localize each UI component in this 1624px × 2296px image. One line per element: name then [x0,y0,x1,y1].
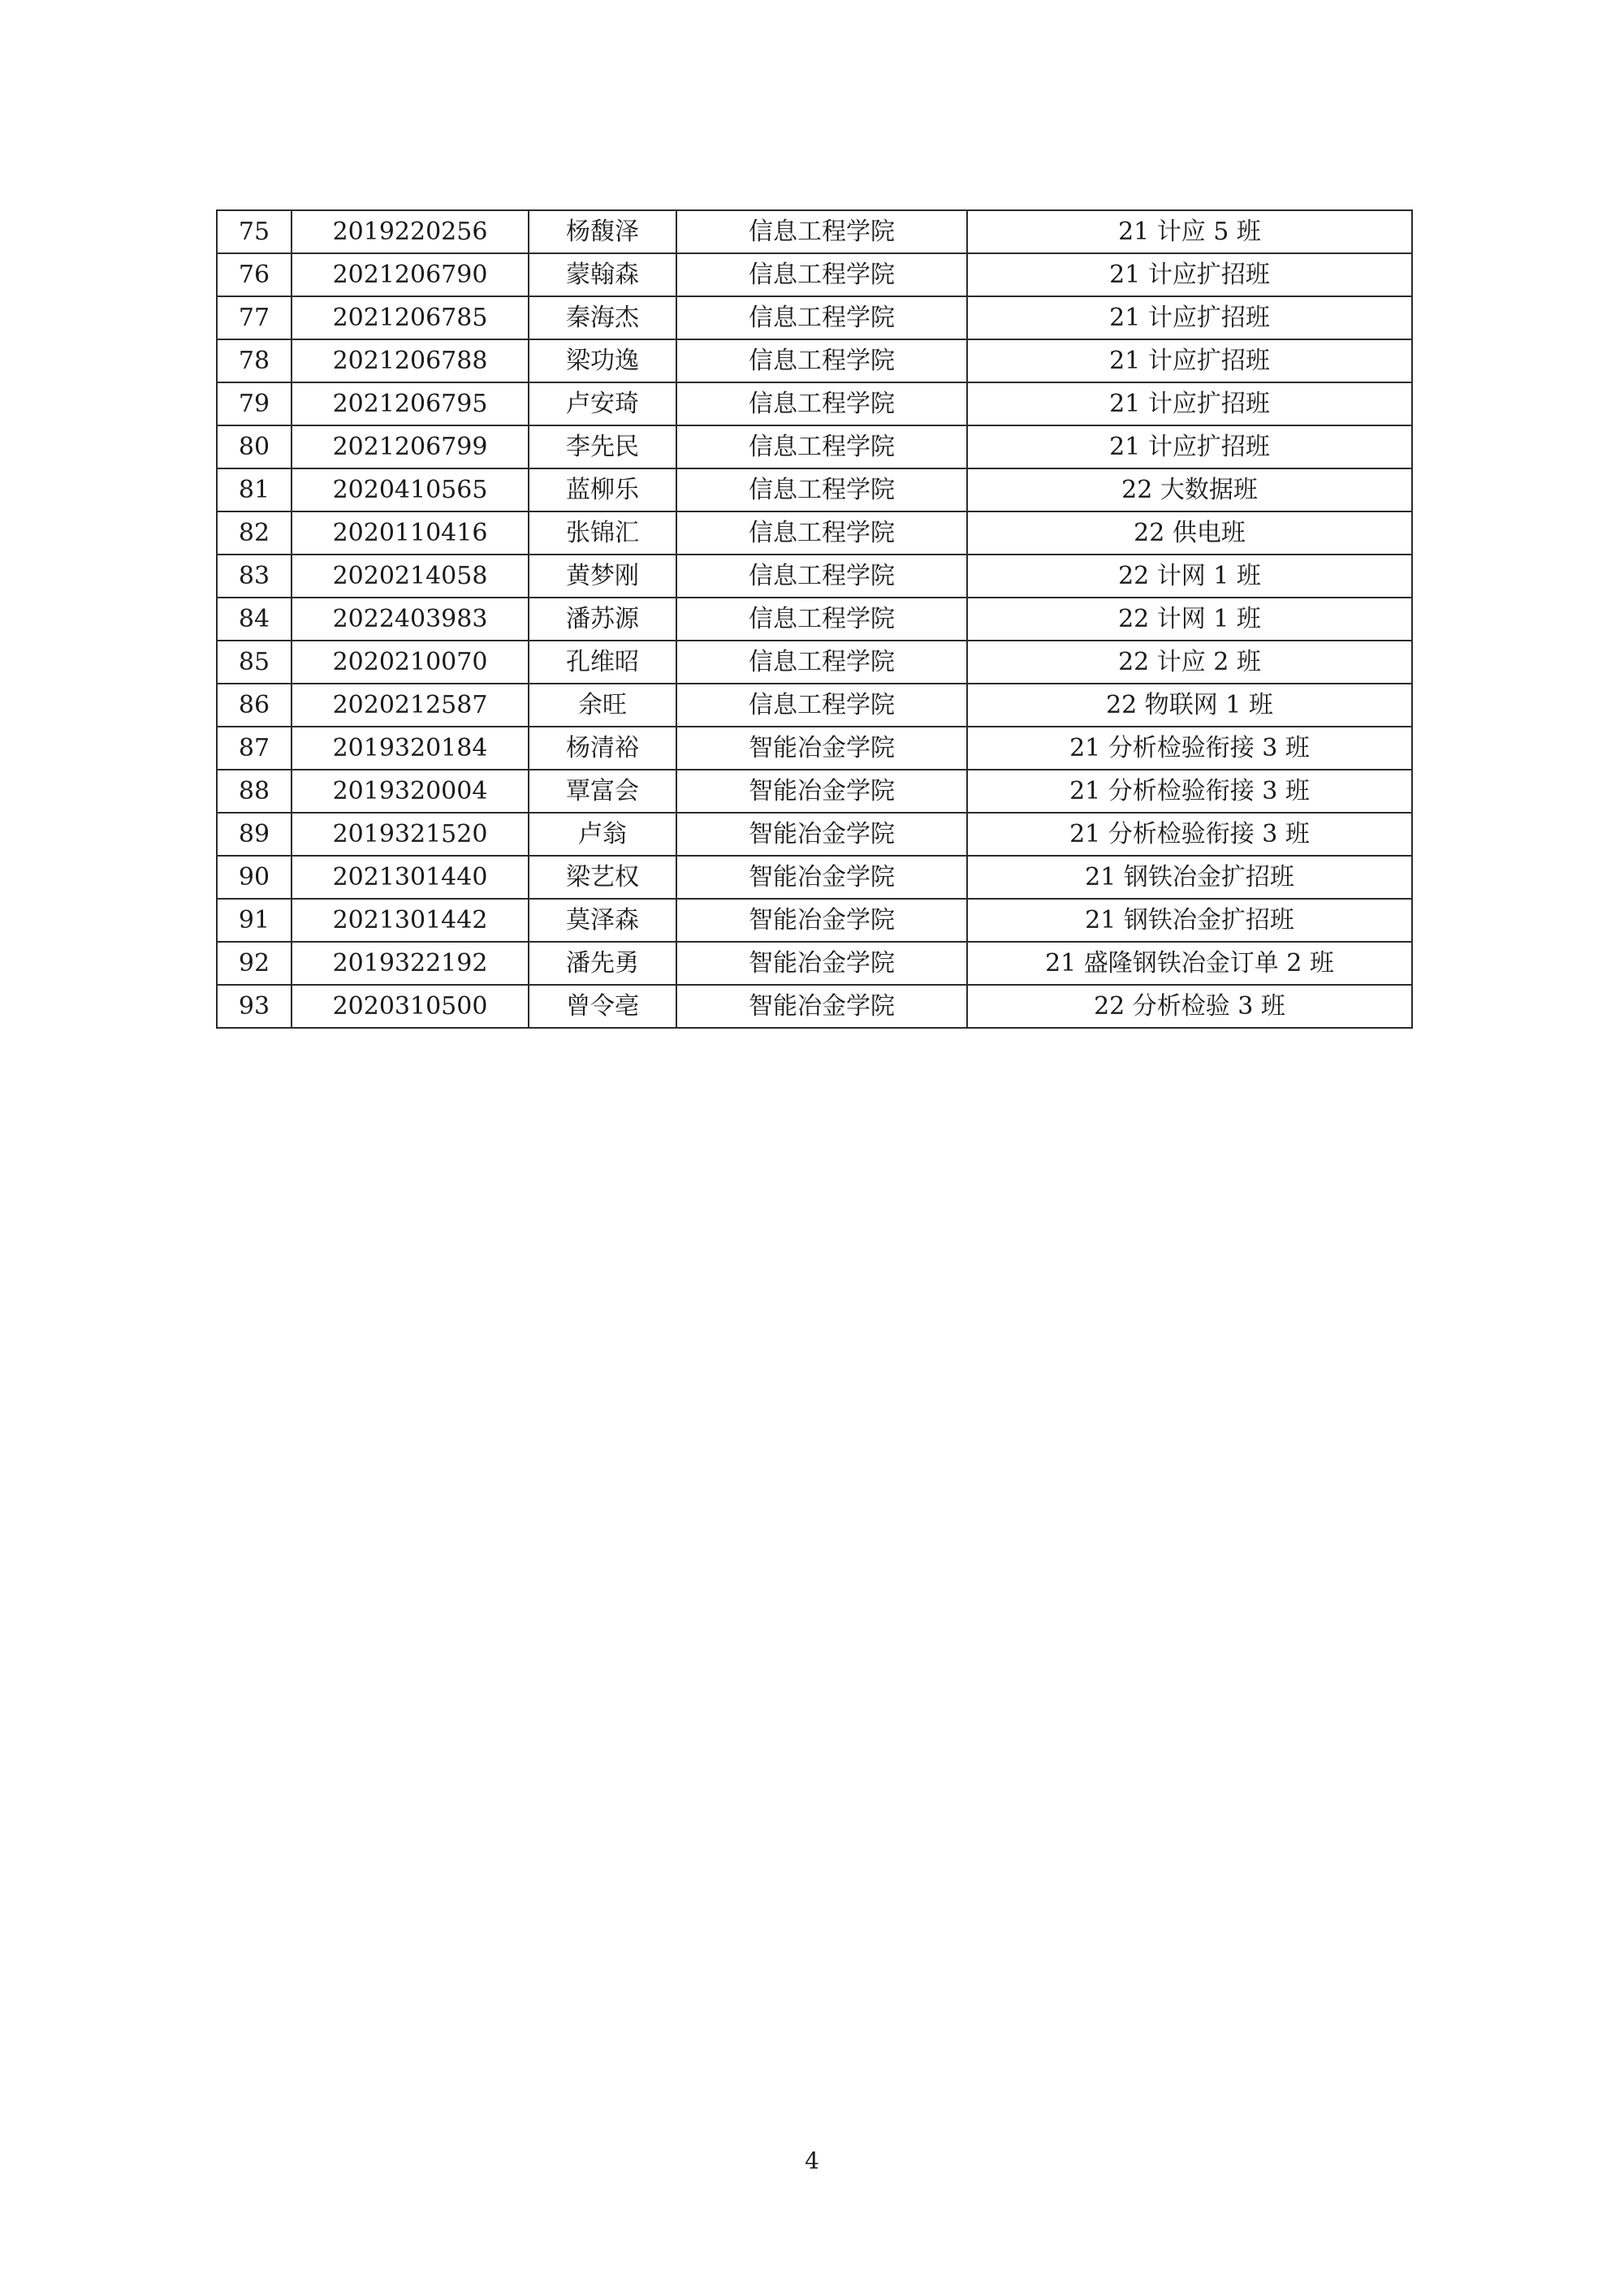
table-row [217,555,1412,598]
student-id-cell: 2019220256 [292,210,529,253]
student-id-cell: 2022403983 [292,598,529,641]
row-number-cell: 75 [217,210,292,253]
student-name-cell: 梁功逸 [529,339,676,382]
row-number-cell: 83 [217,555,292,598]
student-name-cell: 卢安琦 [529,382,676,425]
student-roster-table [216,209,1413,1029]
table-row [217,296,1412,339]
row-number-cell: 78 [217,339,292,382]
college-cell: 信息工程学院 [676,684,967,727]
college-cell: 信息工程学院 [676,210,967,253]
student-id-cell: 2020212587 [292,684,529,727]
class-cell: 22 计网 1 班 [967,598,1412,641]
table-row [217,899,1412,942]
college-cell: 智能冶金学院 [676,899,967,942]
college-cell: 信息工程学院 [676,598,967,641]
student-name-cell: 梁艺权 [529,856,676,899]
college-cell: 信息工程学院 [676,339,967,382]
student-name-cell: 秦海杰 [529,296,676,339]
class-cell: 21 计应扩招班 [967,253,1412,296]
student-id-cell: 2021301440 [292,856,529,899]
row-number-cell: 76 [217,253,292,296]
student-name-cell: 卢翁 [529,813,676,856]
class-cell: 21 计应 5 班 [967,210,1412,253]
class-cell: 22 供电班 [967,511,1412,555]
page-number: 4 [805,2147,819,2174]
table-row [217,210,1412,253]
college-cell: 智能冶金学院 [676,813,967,856]
row-number-cell: 93 [217,985,292,1028]
roster-body [217,210,1412,1028]
class-cell: 21 计应扩招班 [967,382,1412,425]
student-id-cell: 2020214058 [292,555,529,598]
class-cell: 21 分析检验衔接 3 班 [967,770,1412,813]
college-cell: 智能冶金学院 [676,856,967,899]
roster-sheet [216,209,1411,1029]
college-cell: 智能冶金学院 [676,770,967,813]
class-cell: 22 物联网 1 班 [967,684,1412,727]
table-row [217,942,1412,985]
table-row [217,641,1412,684]
row-number-cell: 88 [217,770,292,813]
class-cell: 22 分析检验 3 班 [967,985,1412,1028]
table-row [217,468,1412,511]
table-row [217,253,1412,296]
student-name-cell: 张锦汇 [529,511,676,555]
college-cell: 智能冶金学院 [676,942,967,985]
student-id-cell: 2020410565 [292,468,529,511]
table-row [217,339,1412,382]
student-id-cell: 2020310500 [292,985,529,1028]
student-id-cell: 2021206790 [292,253,529,296]
table-row [217,856,1412,899]
student-name-cell: 余旺 [529,684,676,727]
student-name-cell: 潘苏源 [529,598,676,641]
student-id-cell: 2019322192 [292,942,529,985]
table-row [217,985,1412,1028]
college-cell: 智能冶金学院 [676,727,967,770]
table-row [217,727,1412,770]
college-cell: 信息工程学院 [676,641,967,684]
class-cell: 21 分析检验衔接 3 班 [967,813,1412,856]
student-name-cell: 李先民 [529,425,676,468]
college-cell: 智能冶金学院 [676,985,967,1028]
class-cell: 22 大数据班 [967,468,1412,511]
student-id-cell: 2021206799 [292,425,529,468]
college-cell: 信息工程学院 [676,382,967,425]
class-cell: 21 分析检验衔接 3 班 [967,727,1412,770]
college-cell: 信息工程学院 [676,555,967,598]
class-cell: 21 计应扩招班 [967,339,1412,382]
row-number-cell: 82 [217,511,292,555]
student-id-cell: 2021206785 [292,296,529,339]
student-name-cell: 黄梦刚 [529,555,676,598]
table-row [217,511,1412,555]
student-id-cell: 2020210070 [292,641,529,684]
table-row [217,598,1412,641]
student-id-cell: 2019320184 [292,727,529,770]
student-name-cell: 覃富会 [529,770,676,813]
student-name-cell: 蓝柳乐 [529,468,676,511]
class-cell: 22 计网 1 班 [967,555,1412,598]
student-name-cell: 曾令亳 [529,985,676,1028]
student-name-cell: 杨清裕 [529,727,676,770]
student-id-cell: 2019320004 [292,770,529,813]
row-number-cell: 92 [217,942,292,985]
class-cell: 21 计应扩招班 [967,296,1412,339]
college-cell: 信息工程学院 [676,425,967,468]
table-row [217,684,1412,727]
row-number-cell: 84 [217,598,292,641]
table-row [217,770,1412,813]
row-number-cell: 80 [217,425,292,468]
row-number-cell: 87 [217,727,292,770]
student-id-cell: 2019321520 [292,813,529,856]
class-cell: 21 盛隆钢铁冶金订单 2 班 [967,942,1412,985]
student-id-cell: 2021301442 [292,899,529,942]
student-name-cell: 蒙翰森 [529,253,676,296]
table-row [217,382,1412,425]
table-row [217,425,1412,468]
row-number-cell: 79 [217,382,292,425]
row-number-cell: 89 [217,813,292,856]
row-number-cell: 90 [217,856,292,899]
student-name-cell: 杨馥泽 [529,210,676,253]
college-cell: 信息工程学院 [676,468,967,511]
row-number-cell: 81 [217,468,292,511]
row-number-cell: 86 [217,684,292,727]
student-id-cell: 2021206788 [292,339,529,382]
table-row [217,813,1412,856]
student-id-cell: 2020110416 [292,511,529,555]
student-name-cell: 潘先勇 [529,942,676,985]
student-name-cell: 孔维昭 [529,641,676,684]
student-name-cell: 莫泽森 [529,899,676,942]
college-cell: 信息工程学院 [676,253,967,296]
class-cell: 22 计应 2 班 [967,641,1412,684]
row-number-cell: 85 [217,641,292,684]
class-cell: 21 计应扩招班 [967,425,1412,468]
student-id-cell: 2021206795 [292,382,529,425]
row-number-cell: 77 [217,296,292,339]
class-cell: 21 钢铁冶金扩招班 [967,899,1412,942]
class-cell: 21 钢铁冶金扩招班 [967,856,1412,899]
college-cell: 信息工程学院 [676,296,967,339]
row-number-cell: 91 [217,899,292,942]
college-cell: 信息工程学院 [676,511,967,555]
